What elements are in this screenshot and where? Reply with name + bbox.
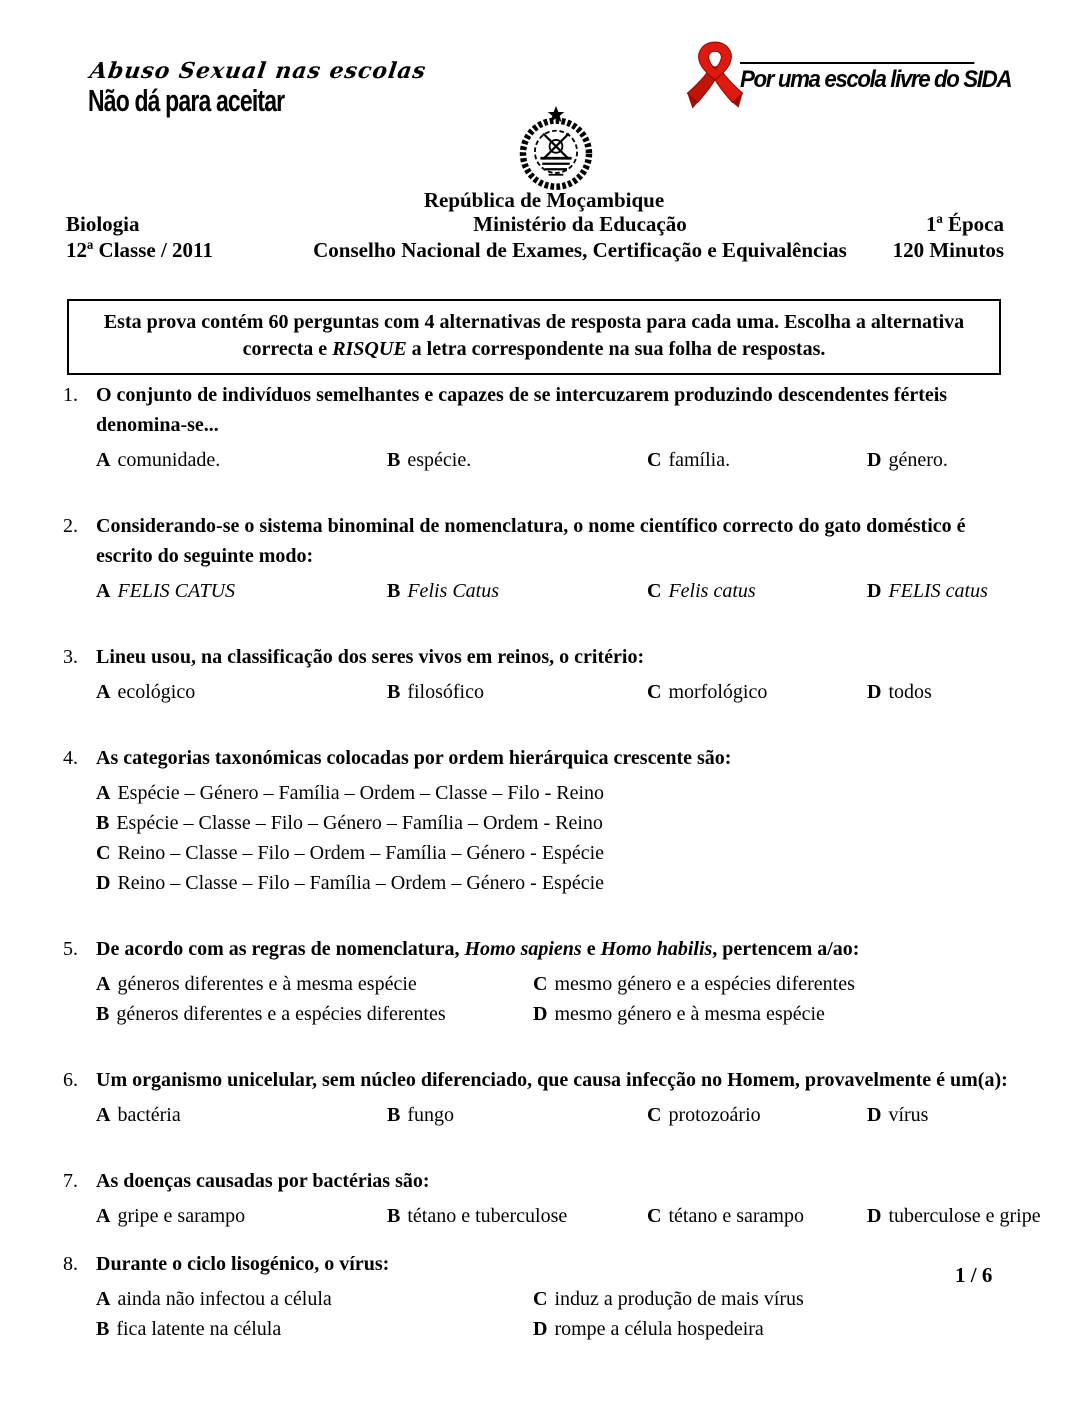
header-subject: Biologia <box>66 212 140 236</box>
option-b: B filosófico <box>387 681 484 703</box>
option-b: B fica latente na célula <box>96 1318 282 1340</box>
question-number: 5. <box>63 938 78 960</box>
option-d: D Reino – Classe – Filo – Família – Ordem – Género - Espécie <box>96 872 605 894</box>
option-c: C morfológico <box>647 681 768 703</box>
header-duration: 120 Minutos <box>892 238 1004 262</box>
option-b: B tétano e tuberculose <box>387 1205 568 1227</box>
header-council: Conselho Nacional de Exames, Certificação e Equivalências <box>313 238 847 262</box>
option-d: D género. <box>867 449 948 471</box>
header-ministry: Ministério da Educação <box>473 212 687 236</box>
option-a: A ainda não infectou a célula <box>96 1288 332 1310</box>
option-d: D todos <box>867 681 932 703</box>
option-a: A comunidade. <box>96 449 221 471</box>
question-1 <box>63 380 1023 475</box>
question-stem: De acordo com as regras de nomenclatura, Homo sapiens e Homo habilis, pertencem a/ao: <box>96 938 860 960</box>
question-3 <box>63 642 1023 707</box>
option-a: A bactéria <box>96 1104 181 1126</box>
sida-slogan: Por uma escola livre do SIDA <box>740 62 974 94</box>
option-d: D mesmo género e à mesma espécie <box>533 1003 825 1025</box>
question-stem: O conjunto de indivíduos semelhantes e capazes de se intercuzarem produzindo descendentes férteis denomina-se... <box>96 384 948 436</box>
question-stem: Durante o ciclo lisogénico, o vírus: <box>96 1253 390 1275</box>
option-a: A géneros diferentes e à mesma espécie <box>96 973 417 995</box>
question-number: 4. <box>63 747 78 769</box>
option-a: A FELIS CATUS <box>96 580 236 602</box>
option-c: C mesmo género e a espécies diferentes <box>533 973 855 995</box>
campaign-bold-slogan: Não dá para aceitar <box>88 84 285 118</box>
option-a: A ecológico <box>96 681 196 703</box>
question-number: 1. <box>63 384 78 406</box>
question-2 <box>63 511 1023 606</box>
option-c: C Reino – Classe – Filo – Ordem – Família – Género - Espécie <box>96 842 605 864</box>
question-number: 7. <box>63 1170 78 1192</box>
mozambique-emblem <box>510 106 602 194</box>
question-stem: Um organismo unicelular, sem núcleo diferenciado, que causa infecção no Homem, provavelmente é um(a): <box>96 1069 1008 1091</box>
instruction-emphasis: RISQUE <box>332 338 407 360</box>
question-stem: As doenças causadas por bactérias são: <box>96 1170 430 1192</box>
page-number: 1 / 6 <box>955 1263 993 1287</box>
campaign-script-slogan: Abuso Sexual nas escolas <box>88 58 429 84</box>
instruction-box <box>67 299 1001 375</box>
aids-ribbon-icon <box>683 40 747 124</box>
question-stem: As categorias taxonómicas colocadas por ordem hierárquica crescente são: <box>96 747 732 769</box>
option-b: B fungo <box>387 1104 455 1126</box>
question-5 <box>63 934 1023 1029</box>
question-stem: Lineu usou, na classificação dos seres vivos em reinos, o critério: <box>96 646 645 668</box>
question-number: 6. <box>63 1069 78 1091</box>
instruction-text: Esta prova contém 60 perguntas com 4 alternativas de resposta para cada uma. Escolha a alternativa correcta e <box>103 311 965 360</box>
option-c: C família. <box>647 449 731 471</box>
option-d: D FELIS catus <box>867 580 988 602</box>
option-c: C Felis catus <box>647 580 756 602</box>
option-c: C induz a produção de mais vírus <box>533 1288 804 1310</box>
question-number: 3. <box>63 646 78 668</box>
option-d: D vírus <box>867 1104 929 1126</box>
option-d: D rompe a célula hospedeira <box>533 1318 764 1340</box>
question-8 <box>63 1249 1023 1344</box>
question-number: 8. <box>63 1253 78 1275</box>
option-a: A Espécie – Género – Família – Ordem – Classe – Filo - Reino <box>96 782 605 804</box>
header-epoch: 1ª Época <box>925 212 1004 236</box>
question-list <box>63 380 1041 1380</box>
option-d: D tuberculose e gripe <box>867 1205 1041 1227</box>
question-6 <box>63 1065 1023 1130</box>
option-b: B espécie. <box>387 449 472 471</box>
option-b: B Felis Catus <box>387 580 500 602</box>
option-a: A gripe e sarampo <box>96 1205 246 1227</box>
question-number: 2. <box>63 515 78 537</box>
option-b: B géneros diferentes e a espécies diferentes <box>96 1003 446 1025</box>
option-b: B Espécie – Classe – Filo – Género – Família – Ordem - Reino <box>96 812 603 834</box>
question-stem: Considerando-se o sistema binominal de nomenclatura, o nome científico correcto do gato doméstico é escrito do seguinte modo: <box>96 515 966 567</box>
header-country: República de Moçambique <box>423 188 665 212</box>
option-c: C protozoário <box>647 1104 761 1126</box>
header-class-year: 12ª Classe / 2011 <box>66 238 213 262</box>
option-c: C tétano e sarampo <box>647 1205 804 1227</box>
instruction-text-after: a letra correspondente na sua folha de respostas. <box>406 338 826 360</box>
question-4 <box>63 743 1023 898</box>
question-7 <box>63 1166 1041 1231</box>
